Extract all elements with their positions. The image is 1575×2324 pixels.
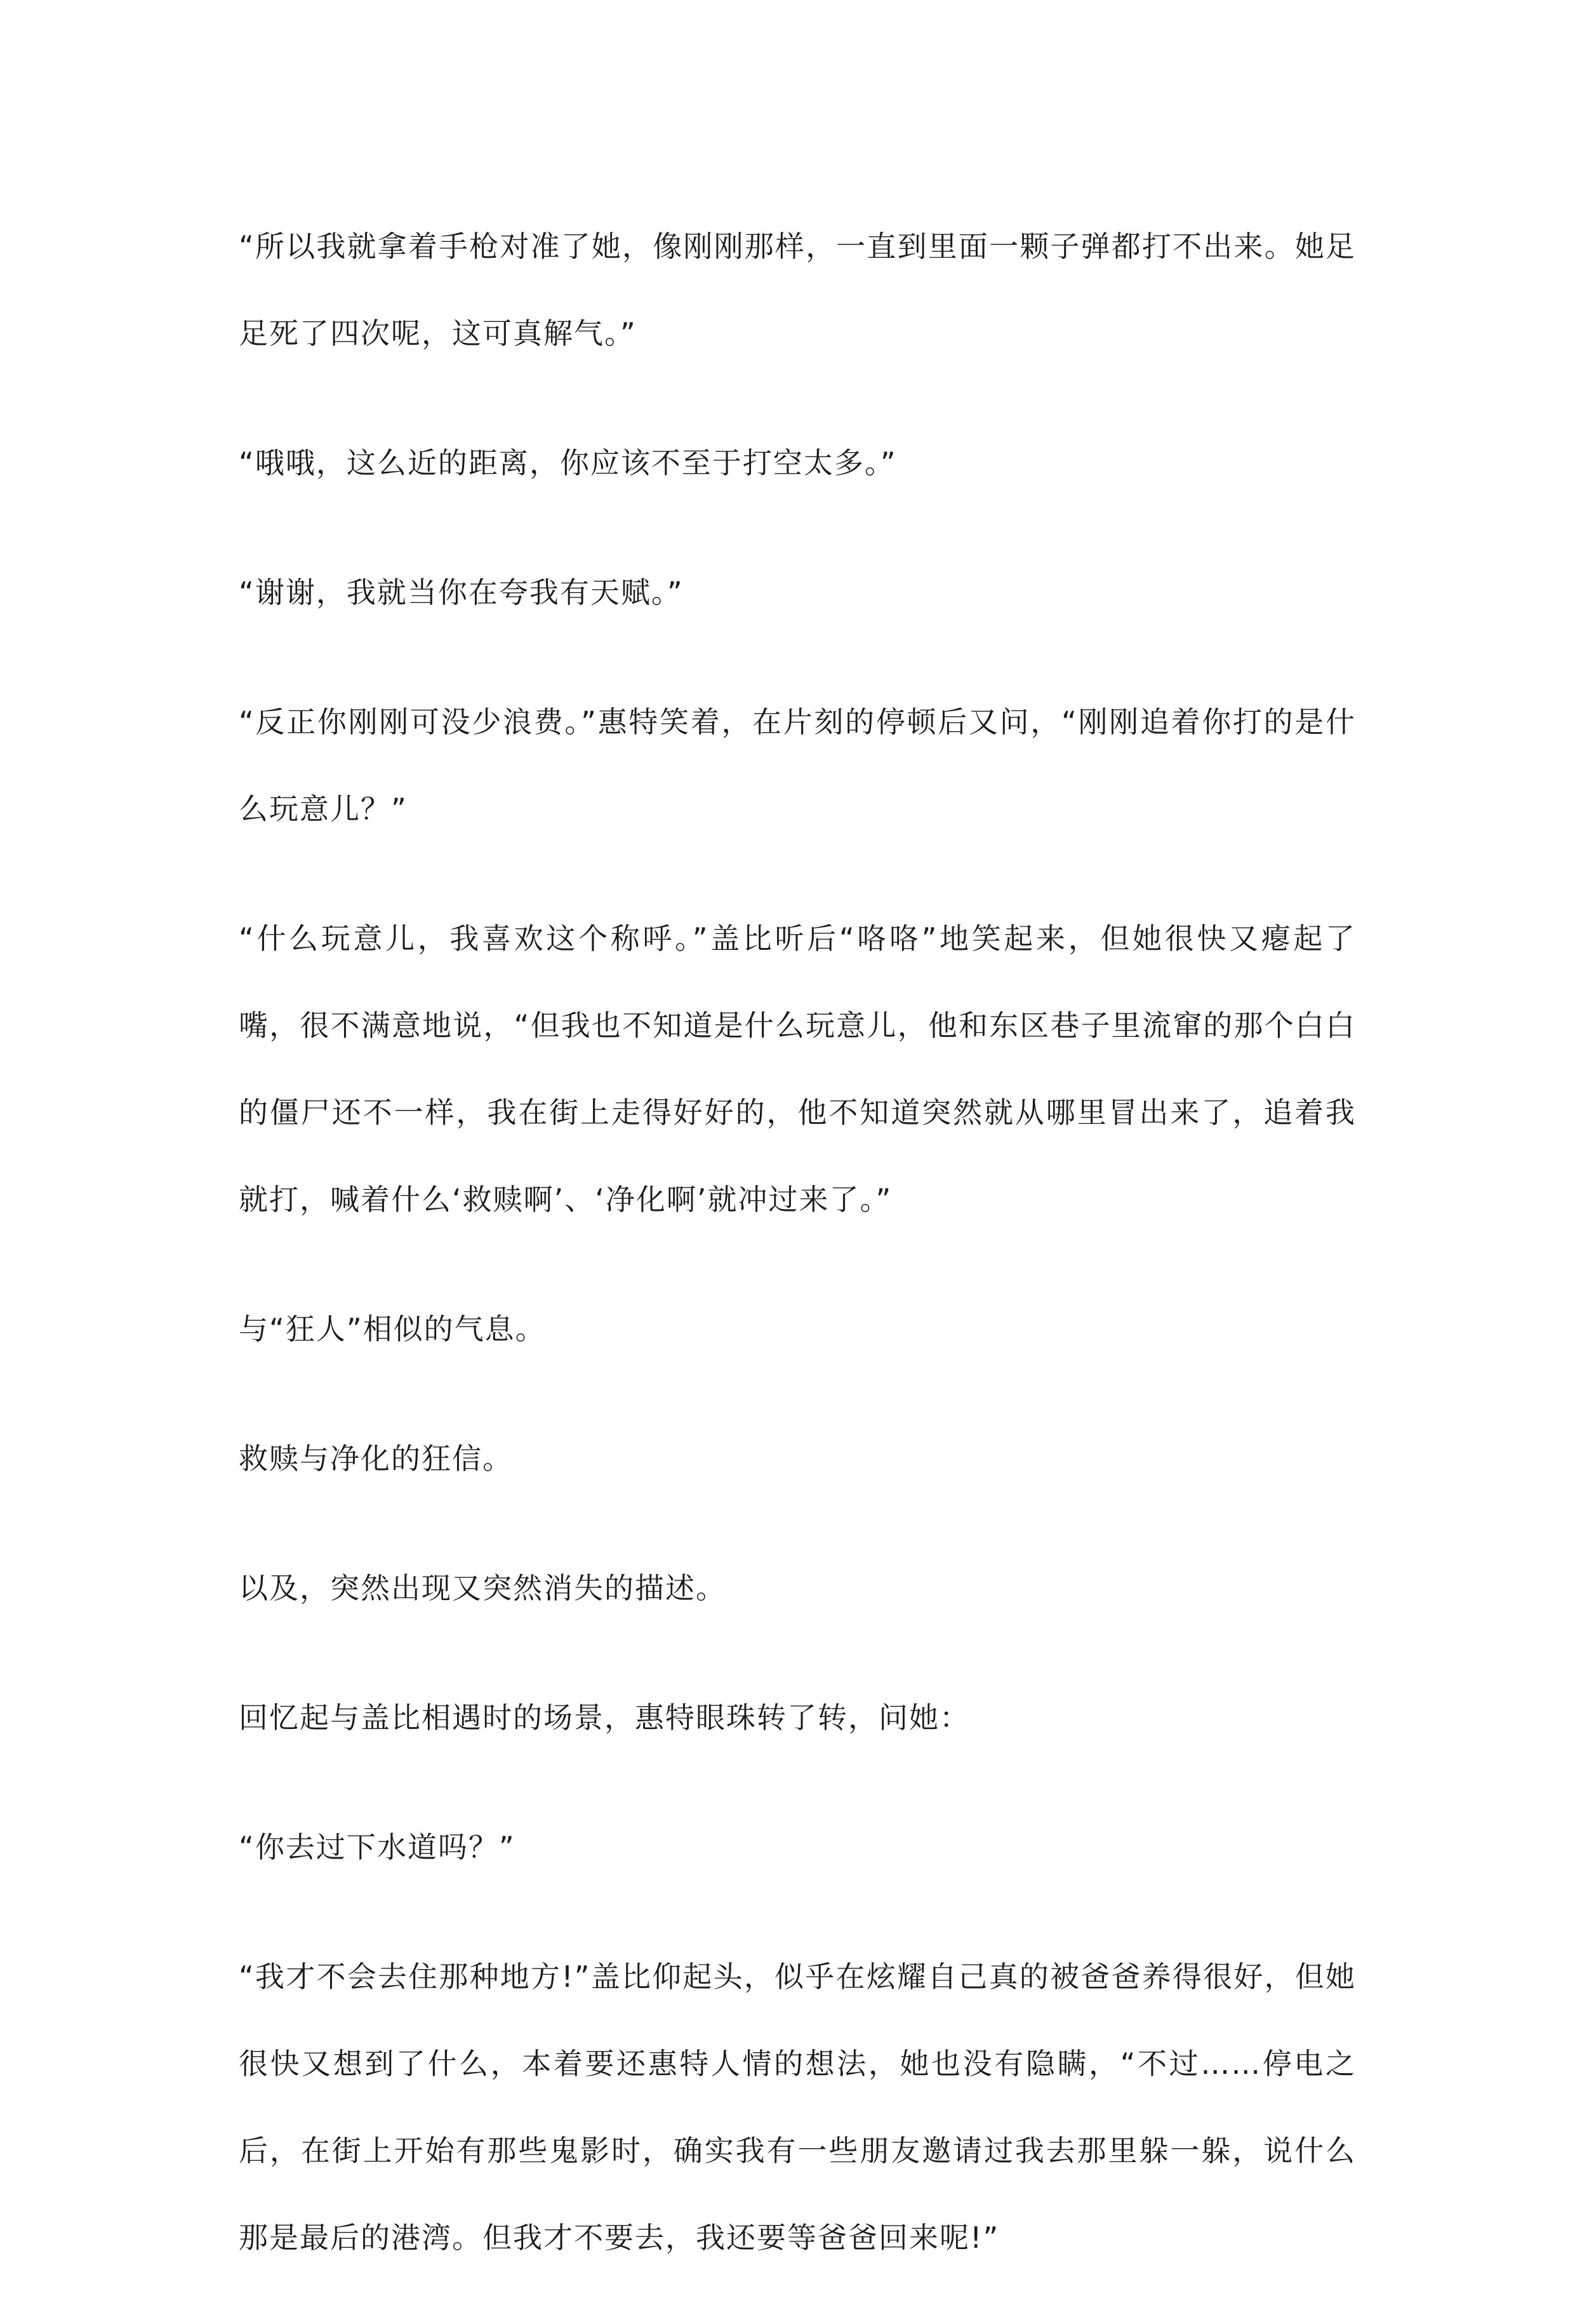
paragraph-11: “我才不会去住那种地方!”盖比仰起头，似乎在炫耀自己真的被爸爸养得很好，但她很快又想到了什么，本着要还惠特人情的想法，她也没有隐瞒，“不过……停电之后，在街上开始有那些鬼影时，确实我有一些朋友邀请过我去那里躲一躲，说什么那是最后的港湾。但我才不要去，我还要等爸爸回来呢!”	[239, 1960, 1356, 2255]
paragraph-1: “所以我就拿着手枪对准了她，像刚刚那样，一直到里面一颗子弹都打不出来。她足足死了四次呢，这可真解气。”	[239, 229, 1356, 351]
paragraph-5: “什么玩意儿，我喜欢这个称呼。”盖比听后“咯咯”地笑起来，但她很快又瘪起了嘴，很不满意地说，“但我也不知道是什么玩意儿，他和东区巷子里流窜的那个白白的僵尸还不一样，我在街上走得好好的，他不知道突然就从哪里冒出来了，追着我就打，喊着什么‘救赎啊’、‘净化啊’就冲过来了。”	[239, 921, 1356, 1217]
paragraph-10: “你去过下水道吗？”	[239, 1830, 515, 1864]
paragraph-8: 以及，突然出现又突然消失的描述。	[239, 1571, 726, 1605]
paragraph-3: “谢谢，我就当你在夸我有天赋。”	[239, 575, 684, 610]
paragraph-4: “反正你刚刚可没少浪费。”惠特笑着，在片刻的停顿后又问，“刚刚追着你打的是什么玩意儿？”	[239, 705, 1356, 826]
paragraph-9: 回忆起与盖比相遇时的场景，惠特眼珠转了转，问她：	[239, 1700, 970, 1735]
paragraph-7: 救赎与净化的狂信。	[239, 1441, 513, 1476]
body-text	[239, 203, 1356, 2324]
paragraph-6: 与“狂人”相似的气息。	[239, 1312, 546, 1346]
paragraph-2: “哦哦，这么近的距离，你应该不至于打空太多。”	[239, 446, 897, 480]
